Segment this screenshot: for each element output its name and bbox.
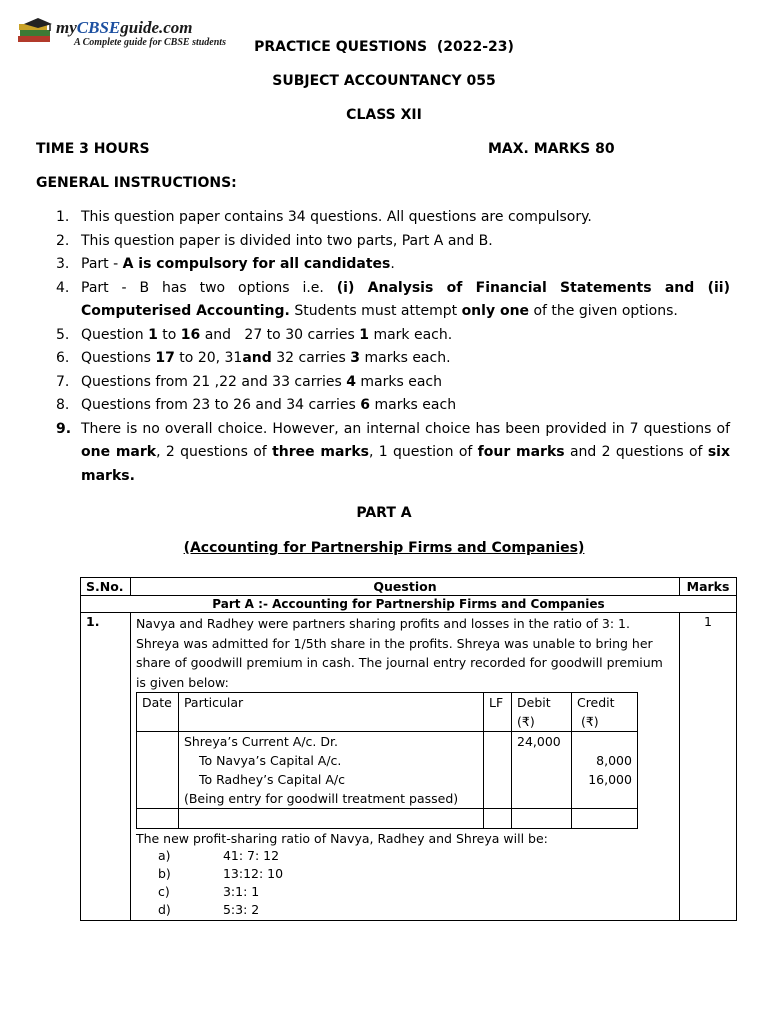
subject-line: SUBJECT ACCOUNTANCY 055	[272, 73, 496, 89]
instructions-list	[36, 206, 730, 488]
marks-header: Marks	[680, 578, 737, 596]
journal-credit-header: Credit (₹)	[571, 693, 637, 732]
option-item: a) 41: 7: 12	[157, 848, 280, 863]
paper-title: PRACTICE QUESTIONS (2022-23)	[254, 39, 514, 55]
journal-entry-table	[136, 692, 638, 829]
journal-particular-header: Particular	[178, 693, 483, 732]
section-row	[81, 596, 737, 613]
option-item: b) 13:12: 10	[157, 866, 284, 881]
question-cell	[130, 613, 679, 921]
option-item: c) 3:1: 1	[157, 884, 260, 899]
part-title: PART A	[356, 505, 412, 521]
instruction-item: 6. Questions 17 to 20, 31and 32 carries 3 marks each.	[56, 350, 451, 366]
table-header-row	[81, 578, 737, 596]
question-header: Question	[130, 578, 679, 596]
instruction-item: 9. There is no overall choice. However, an internal choice has been provided in 7 questions of one mark, 2 questions of three marks, 1 question of four marks and 2 questions of six marks.	[56, 420, 730, 484]
question-table	[80, 577, 737, 921]
instruction-item: 2. This question paper is divided into two parts, Part A and B.	[56, 232, 493, 249]
class-line: CLASS XII	[346, 107, 422, 123]
instruction-item: 8. Questions from 23 to 26 and 34 carries 6 marks each	[56, 397, 457, 413]
time-label: TIME 3 HOURS	[36, 141, 150, 157]
question-marks: 1	[680, 613, 737, 921]
sno-header: S.No.	[81, 578, 131, 596]
instruction-item: 1. This question paper contains 34 questions. All questions are compulsory.	[56, 209, 592, 225]
max-marks-label: MAX. MARKS 80	[488, 141, 615, 157]
part-subtitle: (Accounting for Partnership Firms and Companies)	[183, 540, 585, 556]
journal-debit-header: Debit (₹)	[512, 693, 572, 732]
instruction-item: 3. Part - A is compulsory for all candidates.	[56, 256, 395, 272]
instruction-item: 5. Question 1 to 16 and 27 to 30 carries 1 mark each.	[56, 326, 453, 343]
question-text: Navya and Radhey were partners sharing profits and losses in the ratio of 3: 1. Shreya was admitted for 1/5th share in the profits. Shreya was unable to bring her share of goodwill premium in cash. The journal entry recorded for goodwill premium is given below:	[135, 616, 663, 690]
journal-credit-cell: 8,000 16,000	[571, 732, 637, 809]
journal-debit-cell: 24,000	[512, 732, 572, 809]
journal-particular-cell: Shreya’s Current A/c. Dr. To Navya’s Capital A/c. To Radhey’s Capital A/c (Being entry for goodwill treatment passed)	[178, 732, 483, 809]
question-number: 1.	[81, 613, 131, 921]
logo-brand: myCBSEguide.com	[56, 18, 193, 37]
section-title: Part A :- Accounting for Partnership Firms and Companies	[81, 596, 737, 613]
table-row	[81, 613, 737, 921]
question-prompt: The new profit-sharing ratio of Navya, Radhey and Shreya will be:	[135, 831, 548, 846]
journal-date-header: Date	[136, 693, 178, 732]
logo-tagline: A Complete guide for CBSE students	[74, 37, 226, 48]
instruction-item: 7. Questions from 21 ,22 and 33 carries 4 marks each	[56, 373, 443, 390]
journal-lf-cell	[484, 732, 512, 809]
options-list	[136, 847, 674, 919]
journal-lf-header: LF	[484, 693, 512, 732]
option-item: d) 5:3: 2	[157, 902, 260, 917]
journal-date-cell	[136, 732, 178, 809]
instruction-item: 4. Part - B has two options i.e. (i) Analysis of Financial Statements and (ii) Computerised Accounting. Students must attempt only one of the given options.	[56, 279, 731, 319]
instructions-heading: GENERAL INSTRUCTIONS:	[36, 175, 237, 191]
